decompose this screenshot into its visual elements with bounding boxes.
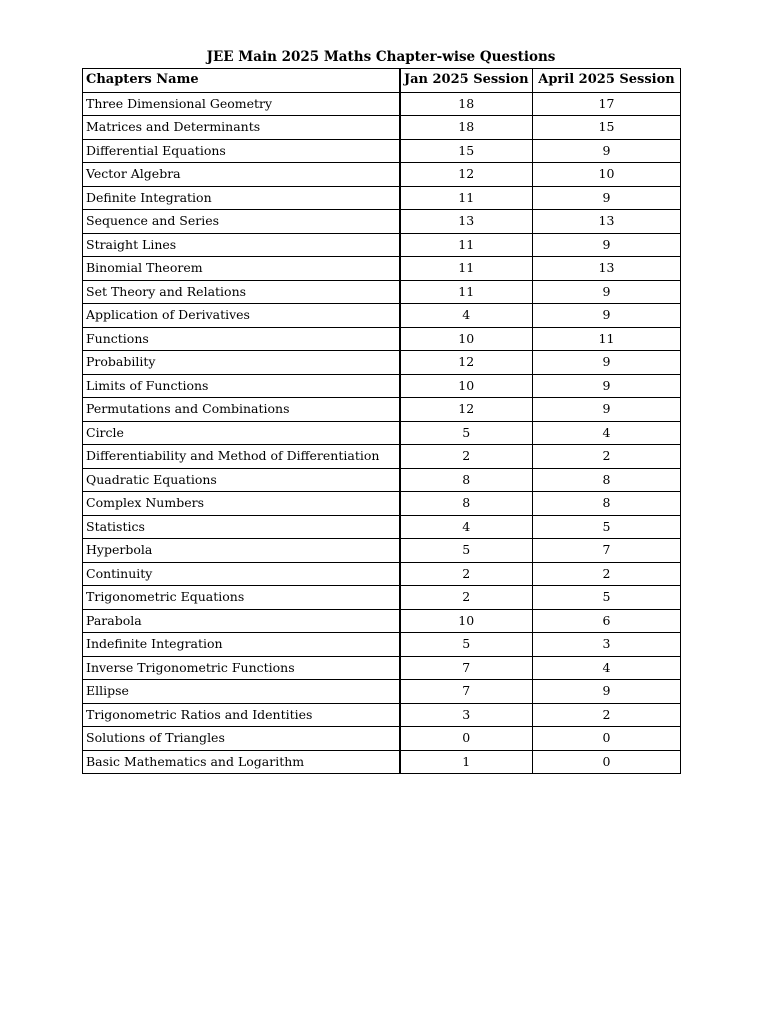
table-row	[83, 163, 681, 187]
april-session-cell: 8	[533, 492, 681, 516]
table-row	[83, 492, 681, 516]
jan-session-cell: 15	[400, 139, 533, 163]
jan-session-cell: 11	[400, 257, 533, 281]
chapter-table	[82, 68, 681, 774]
jan-session-cell: 2	[400, 586, 533, 610]
table-row	[83, 750, 681, 774]
chapter-name-cell: Three Dimensional Geometry	[83, 92, 400, 116]
chapter-name-cell: Application of Derivatives	[83, 304, 400, 328]
jan-session-cell: 8	[400, 492, 533, 516]
chapter-name-cell: Circle	[83, 421, 400, 445]
april-session-cell: 2	[533, 445, 681, 469]
jan-session-cell: 11	[400, 280, 533, 304]
table-row	[83, 633, 681, 657]
table-row	[83, 327, 681, 351]
april-session-cell: 9	[533, 233, 681, 257]
april-session-cell: 11	[533, 327, 681, 351]
jan-session-cell: 4	[400, 304, 533, 328]
jan-session-cell: 7	[400, 680, 533, 704]
table-row	[83, 539, 681, 563]
april-session-cell: 9	[533, 680, 681, 704]
chapter-name-cell: Definite Integration	[83, 186, 400, 210]
chapter-name-cell: Inverse Trigonometric Functions	[83, 656, 400, 680]
april-session-cell: 3	[533, 633, 681, 657]
table-row	[83, 257, 681, 281]
chapter-name-cell: Matrices and Determinants	[83, 116, 400, 140]
table-row	[83, 186, 681, 210]
table-row	[83, 280, 681, 304]
header-chapters-name: Chapters Name	[83, 69, 400, 93]
chapter-name-cell: Trigonometric Equations	[83, 586, 400, 610]
table-row	[83, 398, 681, 422]
table-row	[83, 139, 681, 163]
chapter-name-cell: Solutions of Triangles	[83, 727, 400, 751]
table-row	[83, 656, 681, 680]
table-row	[83, 562, 681, 586]
chapter-name-cell: Hyperbola	[83, 539, 400, 563]
header-jan-session: Jan 2025 Session	[400, 69, 533, 93]
table-row	[83, 515, 681, 539]
chapter-name-cell: Differential Equations	[83, 139, 400, 163]
chapter-name-cell: Probability	[83, 351, 400, 375]
table-row	[83, 703, 681, 727]
table-body	[83, 92, 681, 774]
chapter-name-cell: Trigonometric Ratios and Identities	[83, 703, 400, 727]
jan-session-cell: 10	[400, 327, 533, 351]
chapter-name-cell: Ellipse	[83, 680, 400, 704]
chapter-name-cell: Continuity	[83, 562, 400, 586]
table-row	[83, 445, 681, 469]
table-row	[83, 210, 681, 234]
april-session-cell: 9	[533, 280, 681, 304]
april-session-cell: 5	[533, 586, 681, 610]
chapter-name-cell: Set Theory and Relations	[83, 280, 400, 304]
table-row	[83, 304, 681, 328]
april-session-cell: 9	[533, 186, 681, 210]
chapter-name-cell: Limits of Functions	[83, 374, 400, 398]
chapter-name-cell: Sequence and Series	[83, 210, 400, 234]
april-session-cell: 0	[533, 750, 681, 774]
jan-session-cell: 12	[400, 398, 533, 422]
jan-session-cell: 10	[400, 609, 533, 633]
jan-session-cell: 11	[400, 186, 533, 210]
page-title: JEE Main 2025 Maths Chapter-wise Questions	[206, 49, 556, 65]
jan-session-cell: 2	[400, 562, 533, 586]
jan-session-cell: 7	[400, 656, 533, 680]
april-session-cell: 2	[533, 703, 681, 727]
april-session-cell: 9	[533, 374, 681, 398]
april-session-cell: 17	[533, 92, 681, 116]
april-session-cell: 9	[533, 304, 681, 328]
table-row	[83, 609, 681, 633]
jan-session-cell: 18	[400, 116, 533, 140]
jan-session-cell: 0	[400, 727, 533, 751]
april-session-cell: 7	[533, 539, 681, 563]
jan-session-cell: 5	[400, 539, 533, 563]
jan-session-cell: 8	[400, 468, 533, 492]
table-row	[83, 92, 681, 116]
chapter-name-cell: Complex Numbers	[83, 492, 400, 516]
chapter-name-cell: Indefinite Integration	[83, 633, 400, 657]
chapter-name-cell: Basic Mathematics and Logarithm	[83, 750, 400, 774]
chapter-name-cell: Statistics	[83, 515, 400, 539]
chapter-name-cell: Permutations and Combinations	[83, 398, 400, 422]
jan-session-cell: 5	[400, 421, 533, 445]
jan-session-cell: 18	[400, 92, 533, 116]
jan-session-cell: 13	[400, 210, 533, 234]
jan-session-cell: 5	[400, 633, 533, 657]
april-session-cell: 10	[533, 163, 681, 187]
jan-session-cell: 2	[400, 445, 533, 469]
april-session-cell: 13	[533, 210, 681, 234]
april-session-cell: 5	[533, 515, 681, 539]
april-session-cell: 6	[533, 609, 681, 633]
april-session-cell: 8	[533, 468, 681, 492]
chapter-name-cell: Binomial Theorem	[83, 257, 400, 281]
chapter-name-cell: Straight Lines	[83, 233, 400, 257]
table-row	[83, 421, 681, 445]
april-session-cell: 4	[533, 656, 681, 680]
table-row	[83, 374, 681, 398]
table-row	[83, 586, 681, 610]
jan-session-cell: 12	[400, 163, 533, 187]
april-session-cell: 15	[533, 116, 681, 140]
jan-session-cell: 4	[400, 515, 533, 539]
chapter-name-cell: Parabola	[83, 609, 400, 633]
april-session-cell: 2	[533, 562, 681, 586]
april-session-cell: 0	[533, 727, 681, 751]
jan-session-cell: 10	[400, 374, 533, 398]
table-row	[83, 351, 681, 375]
jan-session-cell: 3	[400, 703, 533, 727]
table-row	[83, 233, 681, 257]
table-row	[83, 680, 681, 704]
april-session-cell: 4	[533, 421, 681, 445]
april-session-cell: 9	[533, 139, 681, 163]
jan-session-cell: 1	[400, 750, 533, 774]
april-session-cell: 13	[533, 257, 681, 281]
table-row	[83, 468, 681, 492]
table-row	[83, 727, 681, 751]
jan-session-cell: 12	[400, 351, 533, 375]
chapter-name-cell: Quadratic Equations	[83, 468, 400, 492]
chapter-name-cell: Functions	[83, 327, 400, 351]
table-header-row	[83, 69, 681, 93]
chapter-name-cell: Vector Algebra	[83, 163, 400, 187]
jan-session-cell: 11	[400, 233, 533, 257]
april-session-cell: 9	[533, 351, 681, 375]
april-session-cell: 9	[533, 398, 681, 422]
header-april-session: April 2025 Session	[533, 69, 681, 93]
table-row	[83, 116, 681, 140]
chapter-name-cell: Differentiability and Method of Differentiation	[83, 445, 400, 469]
